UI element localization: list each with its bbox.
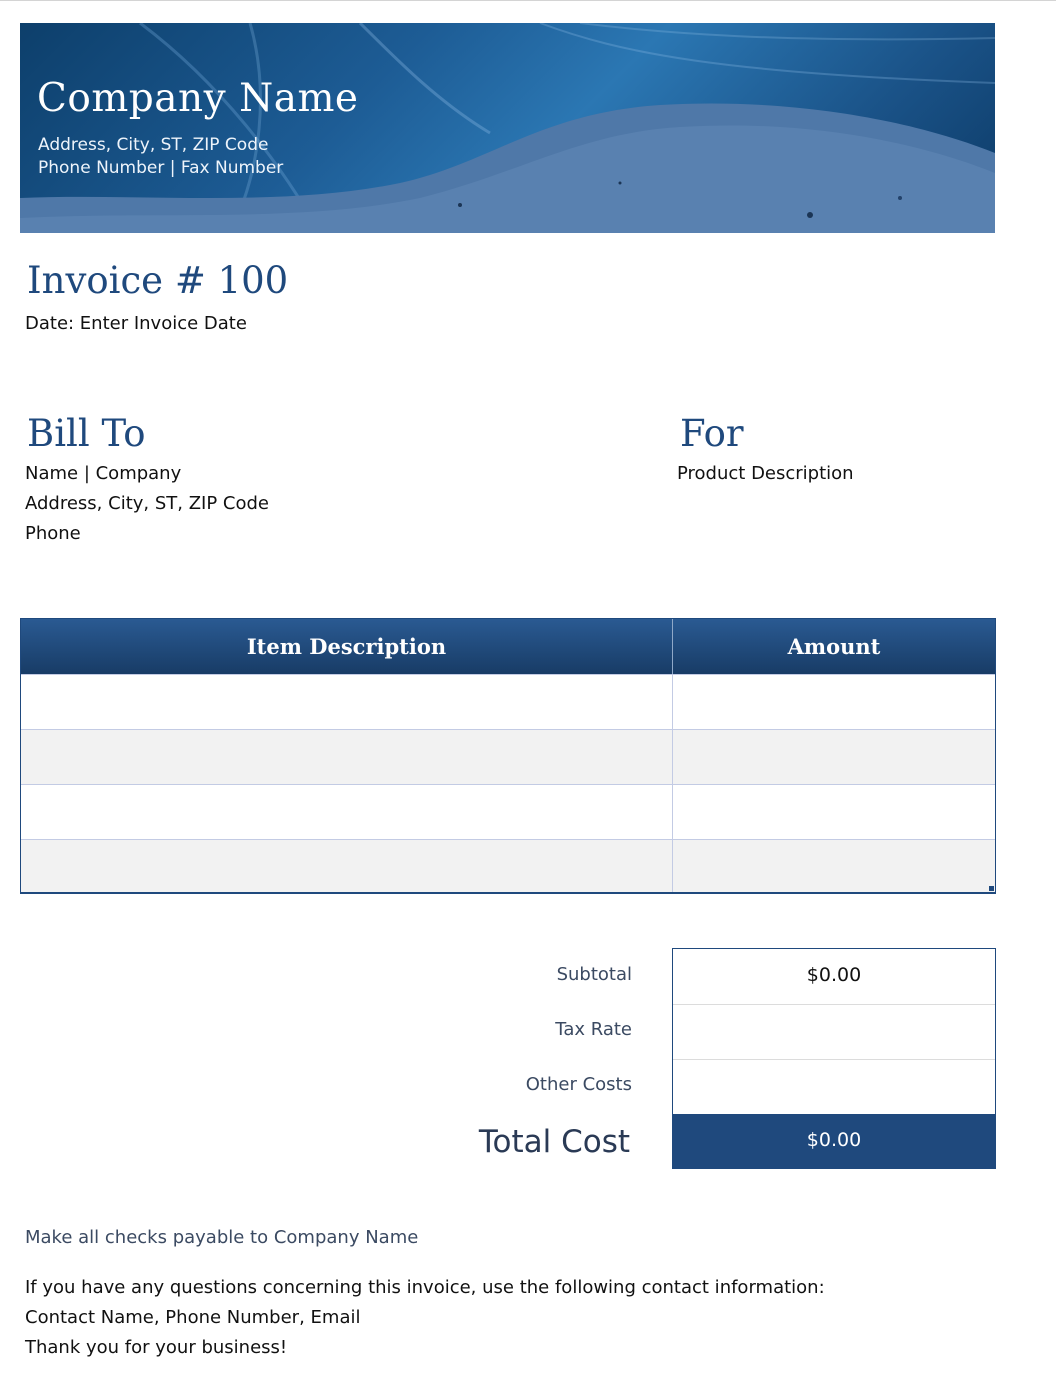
item-description-cell[interactable] (21, 840, 672, 892)
subtotal-value[interactable]: $0.00 (806, 964, 862, 986)
company-phone-fax[interactable]: Phone Number | Fax Number (38, 158, 284, 178)
total-cost-value[interactable]: $0.00 (806, 1129, 862, 1151)
bill-to-heading: Bill To (27, 412, 146, 455)
tax-rate-label: Tax Rate (555, 1019, 632, 1040)
bill-to-phone[interactable]: Phone (25, 523, 81, 544)
top-rule (0, 0, 1056, 1)
total-cost-label: Total Cost (478, 1124, 630, 1160)
item-description-cell[interactable] (21, 675, 672, 729)
column-header-amount: Amount (787, 634, 881, 659)
table-resize-handle[interactable] (989, 886, 994, 891)
checks-payable-note[interactable]: Make all checks payable to Company Name (25, 1227, 419, 1248)
amount-cell[interactable] (673, 730, 995, 784)
bill-to-address[interactable]: Address, City, ST, ZIP Code (25, 493, 270, 514)
item-description-cell[interactable] (21, 785, 672, 839)
other-costs-label: Other Costs (525, 1074, 632, 1095)
tax-rate-row (673, 1004, 995, 1059)
invoice-date[interactable]: Date: Enter Invoice Date (25, 313, 247, 334)
table-row (21, 729, 995, 784)
items-table-header (21, 619, 995, 674)
thank-you-note[interactable]: Thank you for your business! (25, 1337, 288, 1358)
totals-box (672, 948, 996, 1114)
table-row (21, 839, 995, 892)
header-banner (20, 23, 995, 233)
column-header-item-description: Item Description (246, 634, 447, 659)
company-name[interactable]: Company Name (37, 76, 359, 121)
item-description-cell[interactable] (21, 730, 672, 784)
table-row (21, 674, 995, 729)
for-description[interactable]: Product Description (677, 463, 854, 484)
other-costs-row (673, 1059, 995, 1114)
bill-to-name-company[interactable]: Name | Company (25, 463, 182, 484)
invoice-title[interactable]: Invoice # 100 (27, 259, 289, 302)
banner-texture (20, 23, 995, 233)
for-heading: For (680, 412, 744, 455)
amount-cell[interactable] (673, 675, 995, 729)
items-table (20, 618, 996, 894)
total-cost-bar (672, 1114, 996, 1169)
subtotal-row (673, 949, 995, 1004)
questions-note[interactable]: If you have any questions concerning this invoice, use the following contact information: (25, 1277, 825, 1298)
amount-cell[interactable] (673, 840, 995, 892)
company-address[interactable]: Address, City, ST, ZIP Code (38, 135, 269, 155)
subtotal-label: Subtotal (556, 964, 632, 985)
contact-info[interactable]: Contact Name, Phone Number, Email (25, 1307, 361, 1328)
amount-cell[interactable] (673, 785, 995, 839)
table-row (21, 784, 995, 839)
